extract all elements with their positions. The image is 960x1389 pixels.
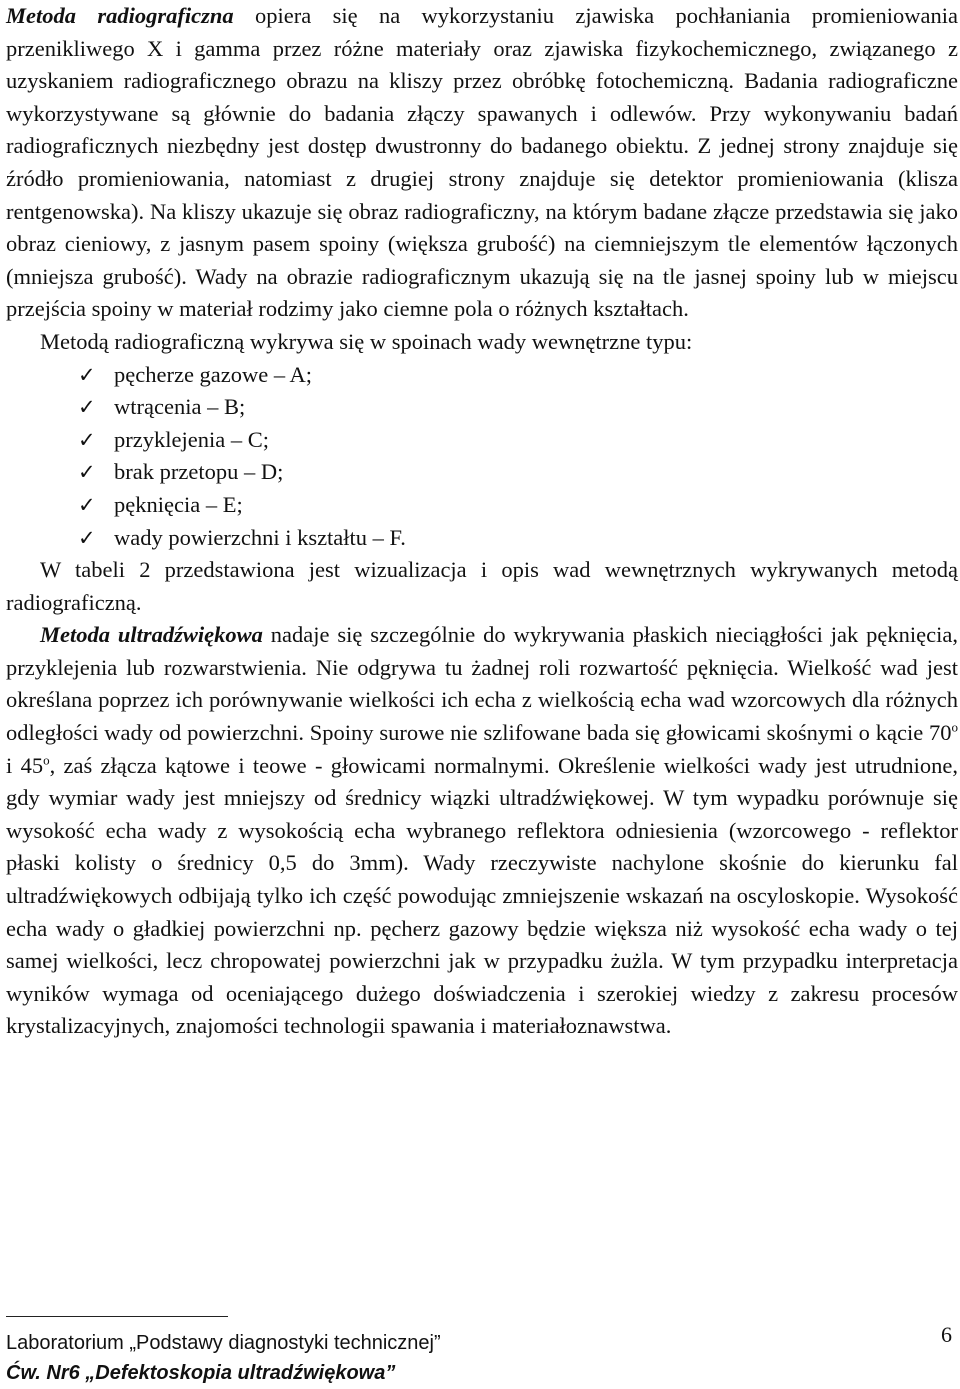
footer-divider: [6, 1316, 228, 1317]
paragraph-text: opiera się na wykorzystaniu zjawiska pochłaniania promieniowania przenikliwego X i gamma przez różne materiały oraz zjawiska fizykochemicznego, związanego z uzyskaniem radiograficznego obrazu na kliszy przez obróbkę fotochemiczną. Badania radiograficzne wykorzystywane są głównie do badania złączy spawanych i odlewów. Przy wykonywaniu badań radiograficznych niezbędny jest dostęp dwustronny do badanego obiektu. Z jednej strony znajduje się źródło promieniowania, natomiast z drugiej strony znajduje się detektor promieniowania (klisza rentgenowska). Na kliszy ukazuje się obraz radiograficzny, na którym badane złącze przedstawia się jako obraz cieniowy, z jasnym pasem spoiny (większa grubość) na ciemniejszym tle elementów łączonych (mniejsza grubość). Wady na obrazie radiograficznym ukazują się na tle jasnej spoiny lub w miejscu przejścia spoiny w materiał rodzimy jako ciemne pola o różnych kształtach.: [6, 3, 958, 322]
check-icon: ✓: [78, 362, 96, 387]
list-item: ✓ pęknięcia – E;: [78, 489, 958, 522]
list-item: ✓ przyklejenia – C;: [78, 424, 958, 457]
paragraph-table-reference: W tabeli 2 przedstawiona jest wizualizacja i opis wad wewnętrznych wykrywanych metodą radiograficzną.: [6, 557, 958, 615]
footer-course-title: Laboratorium „Podstawy diagnostyki technicznej”: [6, 1332, 441, 1354]
paragraph-defect-intro: Metodą radiograficzną wykrywa się w spoinach wady wewnętrzne typu:: [40, 328, 693, 354]
term-radiographic-method: Metoda radiograficzna: [6, 3, 234, 28]
footer-exercise-title: Ćw. Nr6 „Defektoskopia ultradźwiękowa”: [6, 1362, 396, 1384]
list-item: ✓ pęcherze gazowe – A;: [78, 359, 958, 392]
page-footer: [6, 1328, 946, 1388]
paragraph-radiographic-method: [6, 0, 958, 326]
term-ultrasonic-method: Metoda ultradźwiękowa: [40, 622, 263, 648]
page-number: 6: [941, 1322, 952, 1347]
check-icon: ✓: [78, 492, 96, 517]
degree-superscript: o: [43, 752, 50, 768]
check-icon: ✓: [78, 427, 96, 452]
list-item: ✓ wady powierzchni i kształtu – F.: [78, 522, 958, 555]
check-icon: ✓: [78, 395, 96, 420]
list-item: ✓ wtrącenia – B;: [78, 391, 958, 424]
degree-superscript: o: [951, 719, 958, 735]
check-icon: ✓: [78, 460, 96, 485]
defect-list: [6, 359, 958, 555]
check-icon: ✓: [78, 525, 96, 550]
list-item: ✓ brak przetopu – D;: [78, 456, 958, 489]
document-body: [6, 0, 958, 1043]
paragraph-ultrasonic-method: Metoda ultradźwiękowa nadaje się szczególnie do wykrywania płaskich nieciągłości jak pęknięcia, przyklejenia lub rozwarstwienia. Nie odgrywa tu żadnej roli rozwartość pęknięcia. Wielkość wad jest określana poprzez ich porównywanie wielkości ich echa z wielkością echa wad wzorcowych dla różnych odległości wady od powierzchni. Spoiny surowe nie szlifowane bada się głowicami skośnymi o kącie 70$^o$ i 45$^o$, zaś złącza kątowe i teowe - głowicami normalnymi. Określenie wielkości wady jest utrudnione, gdy wymiar wady jest mniejszy od średnicy wiązki ultradźwiękowej. W tym wypadku porównuje się wysokość echa wady z wysokością echa wybranego reflektora odniesienia (wzorcowego - reflektor płaski kolisty o średnicy 0,5 do 3mm). Wady rzeczywiste nachylone skośnie do kierunku fal ultradźwiękowych odbijają tylko ich część powodując zmniejszenie wskazań na oscyloskopie. Wysokość echa wady o gładkiej powierzchni np. pęcherz gazowy będzie większa niż wysokość echa wady o tej samej wielkości, lecz chropowatej powierzchni jak w przypadku żużla. W tym przypadku interpretacja wyników wymaga od oceniającego dużego doświadczenia i szerokiej wiedzy z zakresu procesów krystalizacyjnych, znajomości technologii spawania i materiałoznawstwa.: [6, 622, 958, 1039]
